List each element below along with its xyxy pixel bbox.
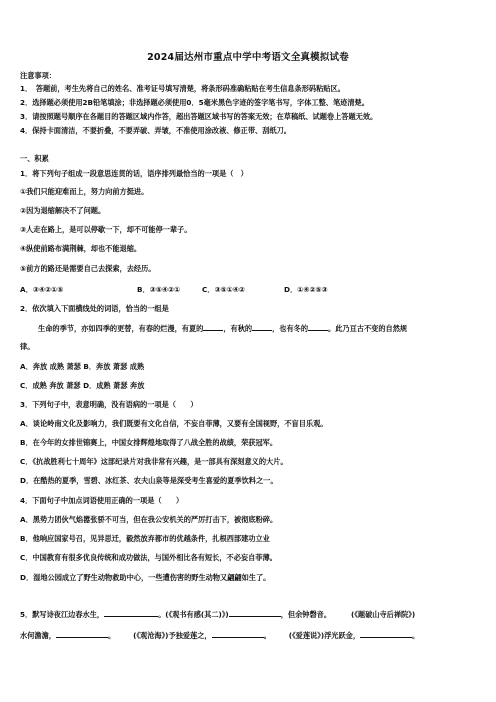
- q4-option-d: D．湿地公园成立了野生动物救助中心，一些遭伤害的野生动物又翩翩如生了。: [20, 573, 271, 582]
- q1-option-a: A．③④②①⑤: [20, 285, 64, 294]
- q4-option-b: B．他响应国家号召，见异思迁，毅然放弃都市的优越条件，扎根西部建功立业: [20, 534, 270, 543]
- q1-sentence-4: ④纵使前路布满荆棘，却也不能退缩。: [20, 244, 142, 253]
- note-item-2: 2．选择题必须使用2B铅笔填涂；非选择题必须使用0．5毫米黑色字迹的签字笔书写，字体工整、笔迹清楚。: [20, 98, 369, 107]
- q5-line1-part-3: ，但余钟磬音。: [280, 610, 332, 619]
- q3-option-c: C．《抗战胜利七十周年》这部纪录片对我非常有兴趣，是一部具有深刻意义的大片。: [20, 457, 288, 466]
- q2-passage-part-3: ，也有冬的: [272, 324, 309, 333]
- q2-blank-3: [308, 323, 328, 331]
- q1-option-d: D．①④②⑤③: [284, 285, 328, 294]
- q1-sentence-5: ⑤前方的路还是需要自己去探索，去经历。: [20, 264, 156, 273]
- q1-option-c: C．③⑤①④②: [202, 285, 245, 294]
- note-item-1: 1． 答题前，考生先将自己的姓名、准考证号填写清楚，将条形码准确粘贴在考生信息条形码粘贴区。: [20, 84, 345, 93]
- q5-blank-4: [212, 630, 264, 638]
- q5-line2-part-2: 。: [107, 631, 116, 640]
- exam-title: 2024届达州市重点中学中考语文全真模拟试卷: [147, 52, 349, 63]
- notes-heading: 注意事项：: [20, 71, 56, 80]
- q1-stem: 1．将下列句子组成一段意思连贯的话，语序排列最恰当的一项是（ ）: [20, 169, 248, 178]
- q2-passage-part-2: ，有秋的: [223, 324, 253, 333]
- section-heading: 一、积累: [20, 154, 49, 163]
- q2-passage-end: 律。: [20, 342, 35, 351]
- q3-option-b: B．在今年的女排世锦赛上，中国女排辉煌地取得了八战全胜的战绩，荣获冠军。: [20, 438, 278, 447]
- q5-line-2: [20, 630, 419, 641]
- q2-passage-part-4: 。此乃亘古不变的自然规: [328, 324, 408, 333]
- q5-line2-part-4: 。: [263, 631, 271, 640]
- q5-line2-part-5: (《爱莲说》)浮光跃金，: [288, 631, 361, 640]
- q2-blank-1: [203, 323, 223, 331]
- q5-blank-5: [360, 630, 412, 638]
- q2-options-row-2: C．成熟 奔放 萧瑟 D．成熟 萧瑟 奔放: [20, 381, 145, 390]
- q1-sentence-1: ①我们只能迎难而上，努力向前方挺进。: [20, 187, 149, 196]
- note-item-4: 4．保持卡面清洁，不要折叠，不要弄破、弄皱，不准使用涂改液、修正带、刮纸刀。: [20, 126, 291, 135]
- q1-sentence-3: ③人走在路上，是可以停歇一下，却不可能停一辈子。: [20, 225, 192, 234]
- q2-blank-2: [252, 323, 272, 331]
- q1-option-b: B．③⑤④②①: [137, 285, 181, 294]
- q2-passage: [38, 323, 407, 334]
- q5-line1-part-4: (《题破山寺后禅院》): [351, 610, 416, 619]
- q5-blank-1: [104, 609, 158, 617]
- q4-option-a: A．黑势力团伙气焰嚣张骄不可当，但在我公安机关的严厉打击下，被彻底粉碎。: [20, 515, 278, 524]
- q5-line1-part-2: 。(《观书有感(其二)》): [158, 610, 229, 619]
- q5-line-1: [20, 609, 415, 620]
- q5-blank-2: [229, 609, 281, 617]
- q3-stem: 3．下列句子中，表意明确，没有语病的一项是（ ）: [20, 400, 198, 409]
- q5-line2-part-6: 。: [412, 631, 420, 640]
- q3-option-a: A．谈论岭南文化及影响力，我们既要有文化自信，不妄自菲薄，又要有全国视野，不盲目乐观。: [20, 419, 328, 428]
- q5-blank-3: [56, 630, 108, 638]
- q4-stem: 4．下面句子中加点词语使用正确的一项是（ ）: [20, 496, 184, 505]
- q3-option-d: D．在酷热的夏季，雪碧、冰红茶、农夫山泉等是深受考生喜爱的夏季饮料之一。: [20, 476, 278, 485]
- q5-line1-part-1: 5．默写诗夜江边春水生，: [20, 610, 105, 619]
- q1-sentence-2: ②因为退缩解决不了问题。: [20, 206, 106, 215]
- q2-options-row-1: A．奔放 成熟 萧瑟 B．奔放 萧瑟 成熟: [20, 362, 145, 371]
- note-item-3: 3．请按照题号顺序在各题目的答题区域内作答，超出答题区域书写的答案无效；在草稿纸、试题卷上答题无效。: [20, 112, 378, 121]
- q4-option-c: C．中国教育有很多优良传统和成功做法，与国外相比各有短长，不必妄自菲薄。: [20, 553, 277, 562]
- q2-stem: 2．依次填入下面横线处的词语，恰当的一组是: [20, 304, 169, 313]
- q5-line2-part-3: (《观沧海》)予独爱莲之，: [133, 631, 212, 640]
- q2-passage-part-1: 生命的季节，亦如四季的更替，有春的烂漫，有夏的: [38, 324, 204, 333]
- q5-line2-part-1: 水何澹澹，: [20, 631, 56, 640]
